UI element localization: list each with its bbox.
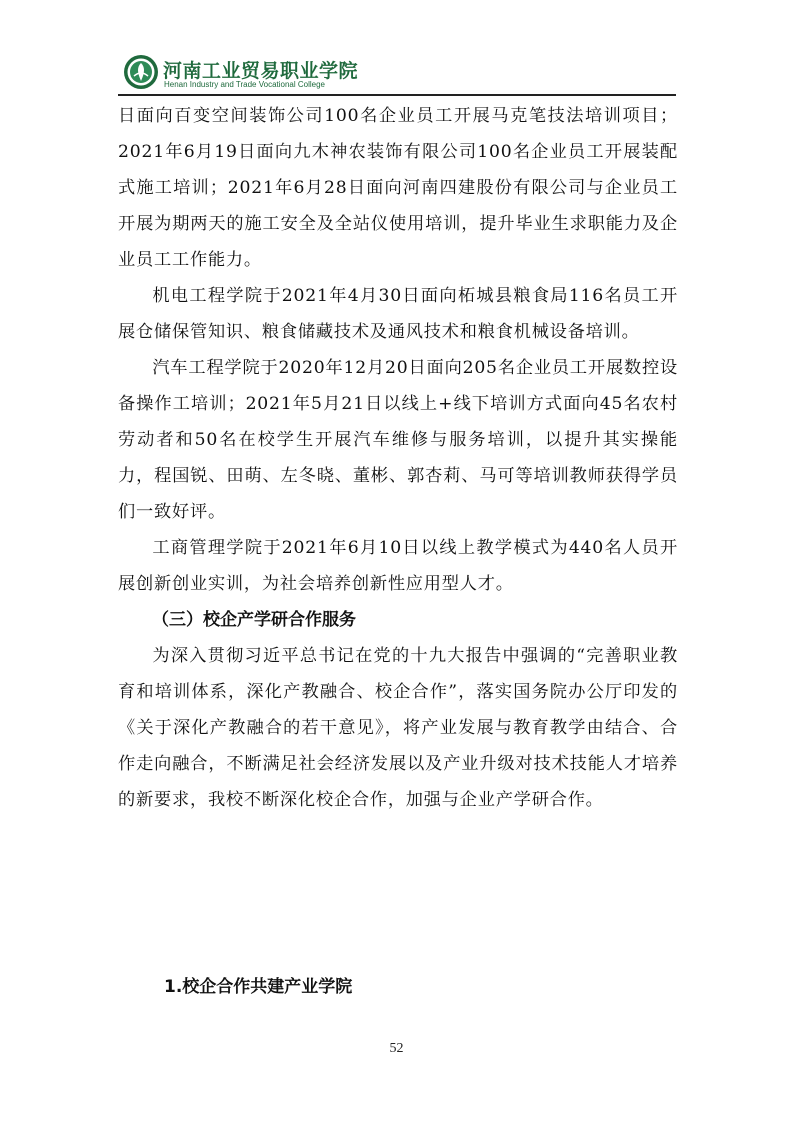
paragraph-cooperation: 为深入贯彻习近平总书记在党的十九大报告中强调的“完善职业教育和培训体系，深化产教融合、校企合作”，落实国务院办公厅印发的《关于深化产教融合的若干意见》，将产业发展与教育教学由结合、合作走向融合，不断满足社会经济发展以及产业升级对技术技能人才培养的新要求，我校不断深化校企合作，加强与企业产学研合作。 <box>118 646 678 810</box>
header-divider <box>118 94 676 96</box>
paragraph-business: 工商管理学院于2021年6月10日以线上教学模式为440名人员开展创新创业实训，为社会培养创新性应用型人才。 <box>118 538 678 594</box>
paragraph-automotive: 汽车工程学院于2020年12月20日面向205名企业员工开展数控设备操作工培训；2021年5月21日以线上+线下培训方式面向45名农村劳动者和50名在校学生开展汽车维修与服务培训，以提升其实操能力，程国锐、田萌、左冬晓、董彬、郭杏莉、马可等培训教师获得学员们一致好评。 <box>118 358 678 522</box>
section-heading: （三）校企产学研合作服务 <box>152 610 356 630</box>
paragraph-continued: 日面向百变空间装饰公司100名企业员工开展马克笔技法培训项目；2021年6月19日面向九木神农装饰有限公司100名企业员工开展装配式施工培训；2021年6月28日面向河南四建股份有限公司与企业员工开展为期两天的施工安全及全站仪使用培训，提升毕业生求职能力及企业员工工作能力。 <box>118 106 678 270</box>
college-name: 河南工业贸易职业学院 <box>163 60 359 82</box>
paragraph-mechatronics: 机电工程学院于2021年4月30日面向柘城县粮食局116名员工开展仓储保管知识、粮食储藏技术及通风技术和粮食机械设备培训。 <box>118 286 678 342</box>
college-emblem-icon <box>123 54 159 90</box>
document-body <box>118 98 678 818</box>
subsection-heading: 1.校企合作共建产业学院 <box>164 977 353 997</box>
college-name-english: Henan Industry and Trade Vocational College <box>164 80 325 89</box>
page-number: 52 <box>389 1041 404 1056</box>
page-header <box>118 46 676 96</box>
